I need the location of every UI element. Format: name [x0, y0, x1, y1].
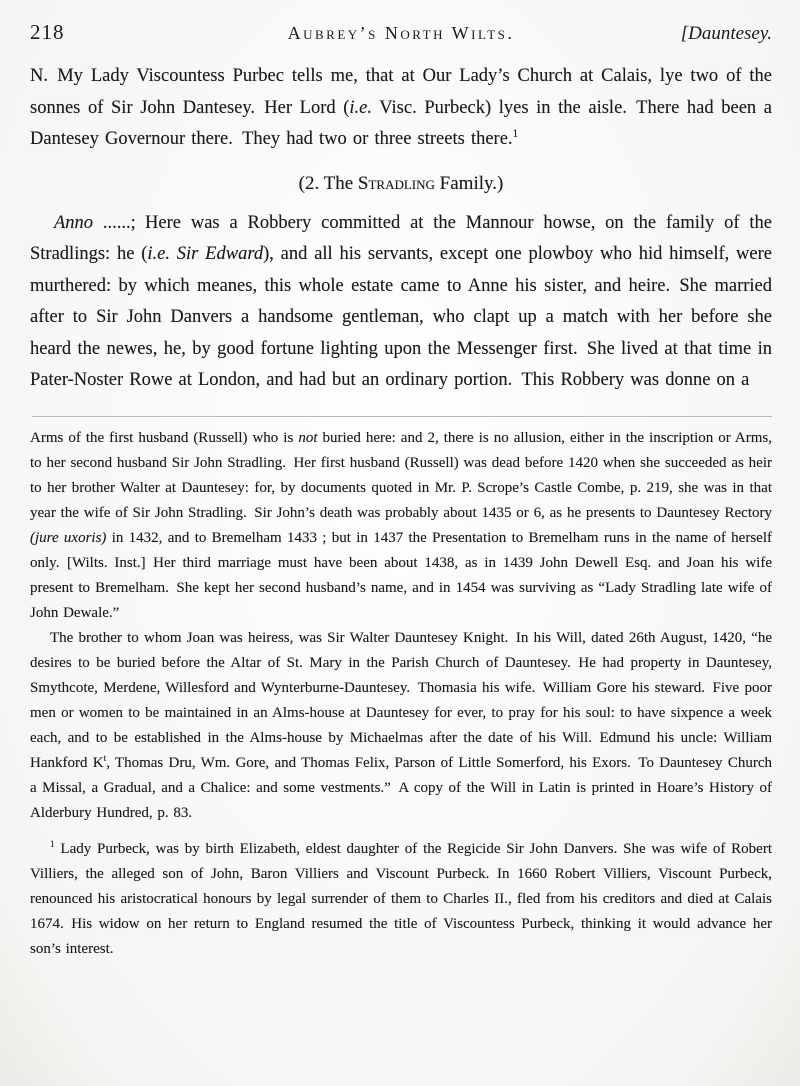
paragraph-stradling-robbery — [30, 208, 772, 397]
paragraph-viscountess-purbec — [30, 61, 772, 156]
text-segment: Lady Purbeck, was by birth Elizabeth, eldest daughter of the Regicide Sir John Danvers. She was wife of Robert Villiers, the alleged son of John, Baron Villiers and Viscount Purbeck. In 1660 Robert Villiers, Viscount Purbeck, renounced his aristocratical honours by legal surrender of them to Charles II., fled from his creditors and died at Calais 1674. His widow on her return to England resumed the title of Viscountess Purbeck, thinking it would advance her son’s interest. — [30, 840, 772, 957]
text-segment: ......; Here was a Robbery committed at the Mannour howse, on the family of the Stradlings: he ( — [30, 212, 772, 264]
footnote-divider — [32, 416, 772, 417]
text-segment: The brother to whom Joan was heiress, was Sir Walter Dauntesey Knight. In his Will, dated 26th August, 1420, “he desires to be buried before the Altar of St. Mary in the Parish Church of Dauntesey. He had property in Dauntesey, Smythcote, Merdene, Willesford and Wynterburne-Dauntesey. Thomasia his wife. William Gore his steward. Five poor men or women to be maintained in an Alms-house at Dauntesey for ever, to pray for his soul: to have sixpence a week each, and to be established in the Alms-house by Michaelmas after the date of his Will. Edmund his uncle: William Hankford K — [30, 629, 772, 771]
page-number: 218 — [30, 20, 65, 44]
heading-segment-smallcaps: Stradling — [357, 172, 435, 194]
superscript-t: t — [103, 753, 107, 764]
text-segment: ), and all his servants, except one plowboy who hid himself, were murthered: by which meanes, this whole estate came to Anne his sister, and heire. She married after to Sir John Danvers a handsome gentleman, who clapt up a match with her before she heard the newes, he, by good fortune lighting upon the Messenger first. She lived at that time in Pater-Noster Rowe at London, and had but an ordinary portion. This Robbery was donne on a — [30, 244, 772, 390]
text-segment: in 1432, and to Bremelham 1433 ; but in 1437 the Presentation to Bremelham runs in the name of herself only. [Wilts. Inst.] Her third marriage must have been about 1438, as in 1439 John Dewell Esq. and Joan his wife present to Bremelham. She kept her second husband’s name, and in 1454 was surviving as “Lady Stradling late wife of John Dewale.” — [30, 529, 772, 621]
text-segment-italic: i.e. — [349, 97, 372, 118]
running-title: Aubrey’s North Wilts. — [287, 23, 515, 43]
text-segment: Visc. Purbeck) lyes in the aisle. There had been a Dantesey Governour there. They had two or three streets there. — [30, 97, 772, 149]
footnote-walter-dauntesey-will — [30, 626, 772, 826]
text-segment: , Thomas Dru, Wm. Gore, and Thomas Felix, Parson of Little Somerford, his Exors. To Dauntesey Church a Missal, a Gradual, and a Chalice: and some vestments.” A copy of the Will in Latin is printed in Hoare’s History of Alderbury Hundred, p. 83. — [30, 754, 772, 821]
text-segment-italic: Anno — [54, 212, 94, 233]
heading-segment: (2. The — [298, 172, 358, 194]
text-segment-italic: not — [298, 429, 318, 446]
text-segment: buried here: and 2, there is no allusion, either in the inscription or Arms, to her second husband Sir John Stradling. Her first husband (Russell) was dead before 1420 when she succeeded as heir to her brother Walter at Dauntesey: for, by documents quoted in Mr. P. Scrope’s Castle Combe, p. 219, she was in that year the wife of Sir John Stradling. Sir John’s death was probably about 1435 or 6, as he presents to Dauntesey Rectory — [30, 429, 772, 521]
text-segment: Arms of the first husband (Russell) who is — [30, 429, 299, 446]
heading-segment: Family.) — [434, 172, 504, 194]
footnote-1-lady-purbeck — [30, 837, 772, 962]
text-segment: N. My Lady Viscountess Purbec tells me, that at Our Lady’s Church at Calais, lye two of the sonnes of Sir John Dantesey. Her Lord ( — [30, 66, 772, 118]
text-segment-italic: (jure uxoris) — [30, 529, 107, 546]
text-segment-italic: i.e. Sir Edward — [147, 244, 264, 264]
page-header — [30, 20, 772, 45]
section-heading-stradling-family — [30, 173, 772, 195]
footnote-continuation-arms — [30, 426, 772, 626]
margin-note-dauntesey: [Dauntesey. — [680, 23, 772, 44]
footnote-marker-1: 1 — [50, 839, 55, 850]
footnote-reference-1: 1 — [512, 127, 519, 140]
